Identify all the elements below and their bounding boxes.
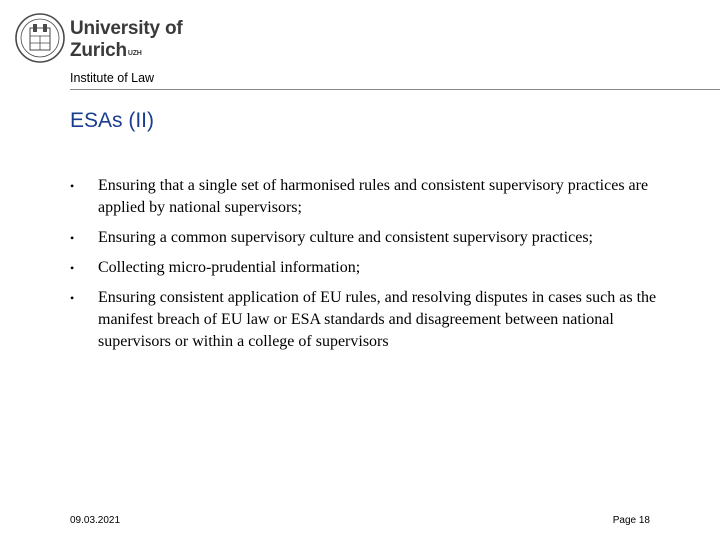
bullet-text: Ensuring consistent application of EU rules, and resolving disputes in cases such as the manifest breach of EU law or ESA standards and disagreement between national supervisors or within a college of supervisors [98,289,657,350]
bullet-icon: • [70,179,75,193]
bullet-icon: • [70,291,75,305]
footer-date: 09.03.2021 [70,515,121,526]
bullet-icon: • [70,261,75,275]
page-number: Page 18 [612,515,650,526]
bullet-text: Collecting micro-prudential information; [98,259,361,276]
institute-name: Institute of Law [70,71,155,85]
bullet-icon: • [70,231,75,245]
slide-title: ESAs (II) [70,109,155,132]
list-item [70,175,670,219]
logo-line-2: Zurich [70,40,127,61]
university-seal-icon [14,12,66,64]
list-item [70,257,670,279]
logo-line-1: University of [70,18,183,39]
university-wordmark [70,18,183,62]
header-divider [70,89,720,90]
bullet-text: Ensuring a common supervisory culture and consistent supervisory practices; [98,229,593,246]
list-item [70,227,670,249]
bullet-text: Ensuring that a single set of harmonised rules and consistent supervisory practices are applied by national supervisors; [98,177,649,216]
university-logo [14,12,184,64]
bullet-list [70,175,670,361]
logo-superscript: UZH [127,50,142,57]
list-item [70,287,670,353]
